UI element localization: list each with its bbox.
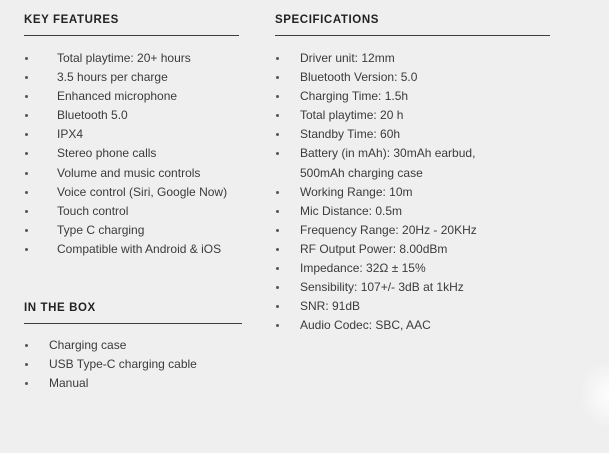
bullet-icon — [25, 95, 28, 98]
list-item: Type C charging — [24, 221, 239, 240]
list-item: Bluetooth 5.0 — [24, 106, 239, 125]
bullet-icon — [25, 229, 28, 232]
bullet-icon — [25, 172, 28, 175]
corner-highlight — [579, 360, 609, 430]
bullet-icon — [276, 114, 279, 117]
list-item: Charging case — [24, 336, 242, 355]
list-item: Working Range: 10m — [275, 183, 550, 202]
key-features-section — [24, 14, 239, 259]
list-item: Mic Distance: 0.5m — [275, 202, 550, 221]
bullet-icon — [25, 363, 28, 366]
in-the-box-list — [24, 336, 242, 393]
list-item: Impedance: 32Ω ± 15% — [275, 259, 550, 278]
bullet-icon — [276, 57, 279, 60]
bullet-icon — [276, 267, 279, 270]
bullet-icon — [25, 344, 28, 347]
bullet-icon — [25, 210, 28, 213]
bullet-icon — [25, 191, 28, 194]
list-item: Audio Codec: SBC, AAC — [275, 316, 550, 335]
bullet-icon — [276, 305, 279, 308]
bullet-icon — [276, 286, 279, 289]
list-item: Charging Time: 1.5h — [275, 87, 550, 106]
bullet-icon — [25, 57, 28, 60]
list-item: Compatible with Android & iOS — [24, 240, 239, 259]
bullet-icon — [276, 324, 279, 327]
list-item: Battery (in mAh): 30mAh earbud, 500mAh charging case — [275, 144, 550, 182]
list-item: Standby Time: 60h — [275, 125, 550, 144]
bullet-icon — [25, 248, 28, 251]
bullet-icon — [25, 152, 28, 155]
in-the-box-heading: IN THE BOX — [24, 302, 242, 324]
key-features-list — [24, 49, 239, 259]
list-item: Total playtime: 20+ hours — [24, 49, 239, 68]
list-item: IPX4 — [24, 125, 239, 144]
list-item: Bluetooth Version: 5.0 — [275, 68, 550, 87]
bullet-icon — [276, 95, 279, 98]
list-item: Total playtime: 20 h — [275, 106, 550, 125]
specifications-section — [275, 14, 550, 335]
list-item: Voice control (Siri, Google Now) — [24, 183, 239, 202]
list-item: Touch control — [24, 202, 239, 221]
bullet-icon — [276, 210, 279, 213]
list-item: SNR: 91dB — [275, 297, 550, 316]
list-item: Driver unit: 12mm — [275, 49, 550, 68]
bullet-icon — [25, 382, 28, 385]
list-item: Stereo phone calls — [24, 144, 239, 163]
specifications-list — [275, 49, 550, 335]
list-item: USB Type-C charging cable — [24, 355, 242, 374]
specifications-heading: SPECIFICATIONS — [275, 14, 550, 36]
list-item: RF Output Power: 8.00dBm — [275, 240, 550, 259]
bullet-icon — [276, 152, 279, 155]
bullet-icon — [276, 229, 279, 232]
list-item: Frequency Range: 20Hz - 20KHz — [275, 221, 550, 240]
bullet-icon — [276, 248, 279, 251]
bullet-icon — [276, 191, 279, 194]
list-item: Manual — [24, 374, 242, 393]
bullet-icon — [25, 76, 28, 79]
bullet-icon — [276, 133, 279, 136]
list-item: Sensibility: 107+/- 3dB at 1kHz — [275, 278, 550, 297]
bullet-icon — [25, 133, 28, 136]
list-item: 3.5 hours per charge — [24, 68, 239, 87]
list-item: Enhanced microphone — [24, 87, 239, 106]
in-the-box-section — [24, 302, 242, 393]
list-item: Volume and music controls — [24, 164, 239, 183]
bullet-icon — [276, 76, 279, 79]
bullet-icon — [25, 114, 28, 117]
key-features-heading: KEY FEATURES — [24, 14, 239, 36]
